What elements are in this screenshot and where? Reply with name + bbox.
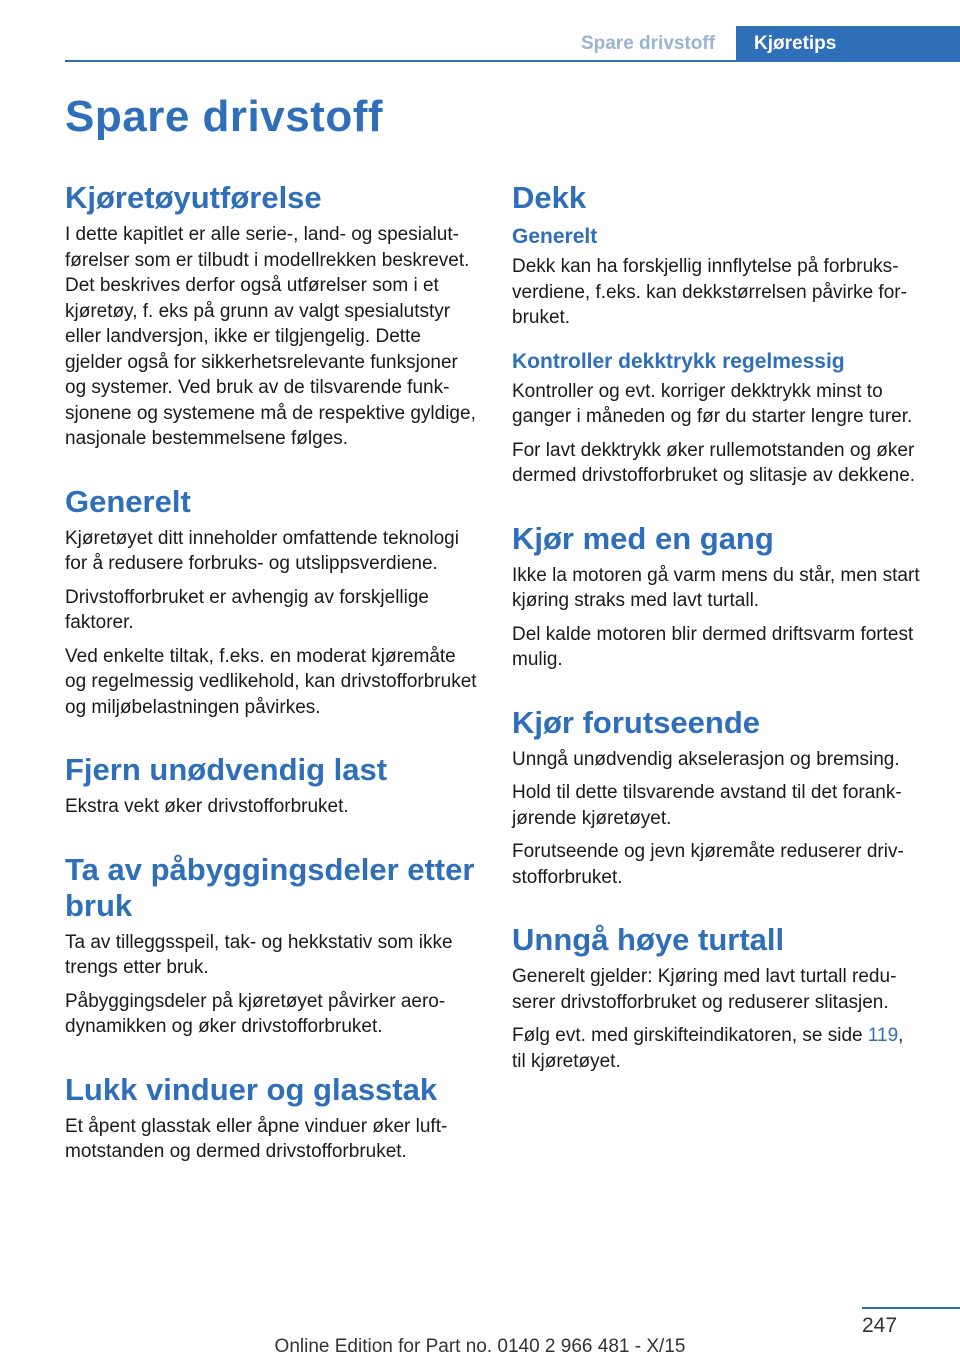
right-column [512, 180, 930, 1082]
section-title-kjor-forutseende: Kjør forutseende [512, 704, 761, 740]
paragraph: Drivstofforbruket er avhengig av forskjellige faktorer. [65, 586, 429, 633]
paragraph: Hold til dette tilsvarende avstand til det forankjørende kjøretøyet. [512, 782, 902, 829]
section-title-unnga-hoye-turtall: Unngå høye turtall [512, 922, 785, 957]
section-title-fjern-last: Fjern unødvendig last [65, 752, 388, 787]
paragraph: Kontroller og evt. korriger dekktrykk minst to ganger i måneden og før du starter lengre turer. [512, 380, 913, 427]
paragraph: Ekstra vekt øker drivstofforbruket. [65, 796, 349, 817]
text: , [898, 1025, 904, 1046]
text: til kjøretøyet. [512, 1050, 621, 1072]
paragraph: Et åpent glasstak eller åpne vinduer øker luftmotstanden og dermed drivstofforbruket. [65, 1115, 448, 1162]
paragraph: I dette kapitlet er alle serie-, land- og spesialutførelser som er tilbudt i modellrekken beskrevet. Det beskrives derfor også utførelser som i et kjøretøy, f. eks på grunn av valgt spesialutstyr eller landversjon, ikke er tilgjengelig. Dette gjelder også for sikkerhetsrelevante funksjoner og systemer. Ved bruk av de tilsvarende funksjonene og systemene må de respektive gyldige, nasjonale bestemmelsene følges. [65, 224, 476, 449]
text: Følg evt. med girskifteindikatoren, se side [512, 1025, 868, 1046]
section-title-kjor-med-en-gang: Kjør med en gang [512, 520, 774, 556]
left-column [65, 180, 480, 1173]
paragraph: For lavt dekktrykk øker rullemotstanden og øker dermed drivstofforbruket og slitasje av dekkene. [512, 439, 916, 486]
section-title-pabyggingsdeler: Ta av påbyggingsdeler etter bruk [65, 851, 475, 923]
subsection-title-generelt: Generelt [512, 225, 598, 248]
paragraph: Påbyggingsdeler på kjøretøyet påvirker aerodynamikken og øker drivstofforbruket. [65, 990, 446, 1037]
paragraph: Ta av tilleggsspeil, tak- og hekkstativ som ikke trengs etter bruk. [65, 931, 453, 978]
page-reference-link[interactable]: 119 [867, 1025, 899, 1046]
header-tab-kjoretips[interactable]: Kjøretips [736, 26, 960, 62]
footer-rule [862, 1307, 960, 1309]
paragraph: Del kalde motoren blir dermed driftsvarm fortest mulig. [512, 623, 914, 670]
paragraph: Unngå unødvendig akselerasjon og bremsing. [512, 748, 900, 770]
paragraph: Generelt gjelder: Kjøring med lavt turtall reduserer drivstofforbruket og reduserer slitasjen. [512, 966, 897, 1013]
header-rule [65, 60, 960, 62]
subsection-title-dekktrykk: Kontroller dekktrykk regelmessig [512, 349, 845, 373]
section-title-generelt: Generelt [65, 483, 191, 519]
page-number: 247 [862, 1314, 898, 1337]
section-title-lukk-vinduer: Lukk vinduer og glasstak [65, 1071, 438, 1107]
edition-footer: Online Edition for Part no. 0140 2 966 481 - X/15 [274, 1336, 686, 1357]
paragraph: Ved enkelte tiltak, f.eks. en moderat kjøremåte og regelmessig vedlikehold, kan drivstofforbruket og miljøbelastningen påvirkes. [65, 645, 477, 718]
section-title-dekk: Dekk [512, 180, 587, 215]
page-title: Spare drivstoff [65, 92, 384, 141]
paragraph: Dekk kan ha forskjellig innflytelse på forbruksverdiene, f.eks. kan dekkstørrelsen påvirke forbruket. [512, 256, 907, 328]
header-tab-spare-drivstoff[interactable]: Spare drivstoff [580, 33, 716, 54]
paragraph: Forutseende og jevn kjøremåte reduserer drivstofforbruket. [512, 841, 904, 888]
paragraph: Kjøretøyet ditt inneholder omfattende teknologi for å redusere forbruks- og utslippsverdiene. [65, 527, 459, 574]
paragraph: Ikke la motoren gå varm mens du står, men start kjøring straks med lavt turtall. [512, 564, 920, 611]
paragraph-with-link [512, 1023, 930, 1074]
section-title-kjoretoyutforelse: Kjøretøyutførelse [65, 180, 322, 215]
